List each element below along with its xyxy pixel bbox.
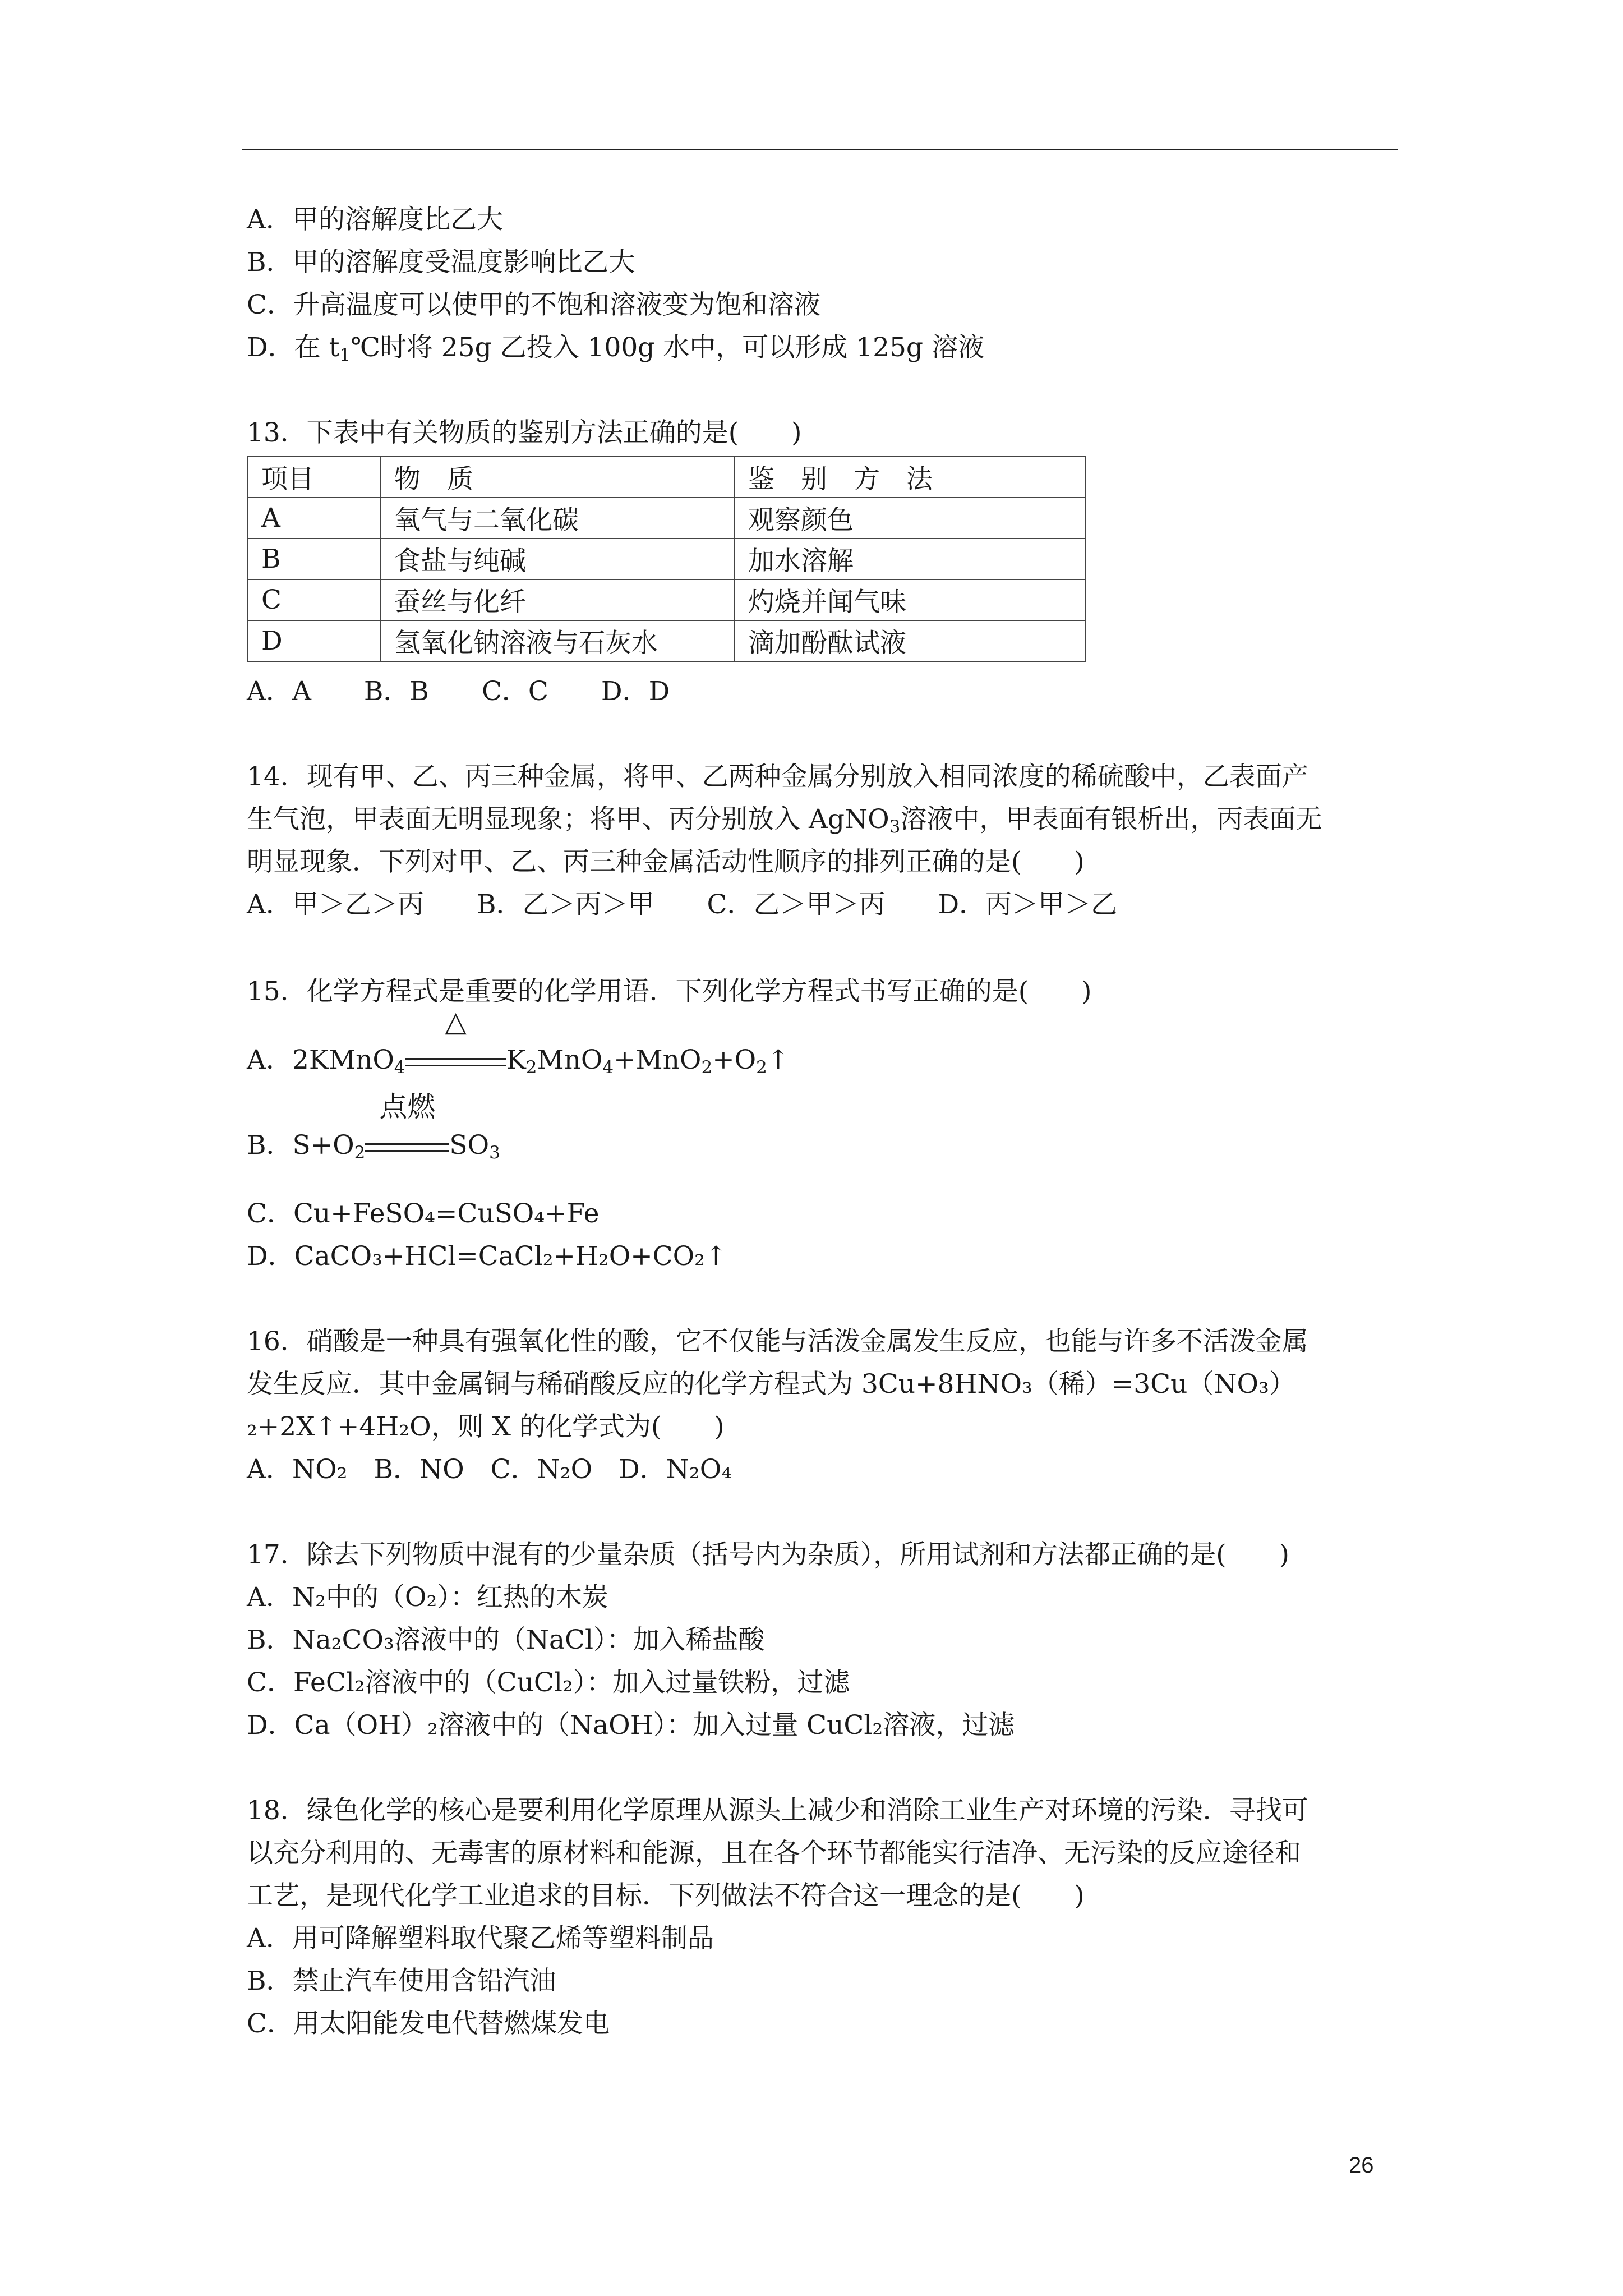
- table-cell: 观察颜色: [734, 498, 1085, 539]
- page-number: 26: [1349, 2153, 1374, 2178]
- ignite-condition-label: 点燃: [379, 1091, 436, 1123]
- q14-options: A．甲＞乙＞丙 B．乙＞丙＞甲 C．乙＞甲＞丙 D．丙＞甲＞乙: [247, 889, 1118, 920]
- q18-line-1: 18．绿色化学的核心是要利用化学原理从源头上减少和消除工业生产对环境的污染．寻找可: [247, 1795, 1308, 1826]
- table-cell: B: [247, 539, 380, 579]
- q15-option-a: A．2KMnO$_4$ △ $K_2MnO_4+MnO_2+O_2↑$: [247, 1005, 790, 1078]
- q12-option-d: D．在 $t_1℃$时将 25g 乙投入 100g 水中，可以形成 125g 溶液: [247, 332, 984, 365]
- q14-line-2: 生气泡，甲表面无明显现象；将甲、丙分别放入 AgNO$_3$溶液中，甲表面有银析出，丙表面无: [247, 804, 1322, 837]
- q18-option-a: A．用可降解塑料取代聚乙烯等塑料制品: [247, 1923, 714, 1954]
- q17-stem: 17．除去下列物质中混有的少量杂质（括号内为杂质），所用试剂和方法都正确的是( ): [247, 1539, 1289, 1570]
- q15-option-d: D．CaCO₃+HCl=CaCl₂+H₂O+CO₂↑: [247, 1241, 727, 1272]
- table-header-row: [247, 457, 1085, 498]
- q18-option-b: B．禁止汽车使用含铅汽油: [247, 1966, 556, 1996]
- q16-line-1: 16．硝酸是一种具有强氧化性的酸，它不仅能与活泼金属发生反应，也能与许多不活泼金属: [247, 1326, 1308, 1357]
- q13-table: [247, 456, 1086, 662]
- heat-condition-arrow: [405, 1005, 506, 1077]
- q17-option-a: A．N₂中的（O₂）：红热的木炭: [247, 1582, 608, 1613]
- q16-line-3: ₂+2X↑+4H₂O，则 X 的化学式为( ): [247, 1411, 725, 1442]
- table-cell: 灼烧并闻气味: [734, 579, 1085, 620]
- table-cell: 滴加酚酞试液: [734, 620, 1085, 661]
- q13-options: A．A B．B C．C D．D: [247, 676, 670, 707]
- q12-option-b: B．甲的溶解度受温度影响比乙大: [247, 247, 635, 278]
- q15-option-c: C．Cu+FeSO₄=CuSO₄+Fe: [247, 1198, 600, 1229]
- q12-option-c: C．升高温度可以使甲的不饱和溶液变为饱和溶液: [247, 289, 820, 320]
- q13-stem: 13．下表中有关物质的鉴别方法正确的是( ): [247, 417, 802, 448]
- q18-line-3: 工艺，是现代化学工业追求的目标．下列做法不符合这一理念的是( ): [247, 1880, 1085, 1911]
- table-row: [247, 579, 1085, 620]
- q18-option-c: C．用太阳能发电代替燃煤发电: [247, 2008, 610, 2039]
- table-cell: C: [247, 579, 380, 620]
- table-header-cell: 物 质: [380, 457, 734, 498]
- table-cell: 加水溶解: [734, 539, 1085, 579]
- header-rule: [242, 149, 1398, 150]
- q14-line-1: 14．现有甲、乙、丙三种金属，将甲、乙两种金属分别放入相同浓度的稀硫酸中，乙表面产: [247, 761, 1308, 792]
- q17-option-b: B．Na₂CO₃溶液中的（NaCl）：加入稀盐酸: [247, 1625, 765, 1655]
- q15-stem: 15．化学方程式是重要的化学用语．下列化学方程式书写正确的是( ): [247, 976, 1092, 1007]
- q16-options: A．NO₂ B．NO C．N₂O D．N₂O₄: [247, 1454, 732, 1485]
- table-row: [247, 620, 1085, 661]
- q15-option-b: B．$S+O_2$ 点燃 $SO_3$: [247, 1091, 500, 1163]
- ignite-condition-arrow: [365, 1091, 449, 1162]
- table-cell: D: [247, 620, 380, 661]
- q12-option-a: A．甲的溶解度比乙大: [247, 204, 503, 235]
- q17-option-c: C．FeCl₂溶液中的（CuCl₂）：加入过量铁粉，过滤: [247, 1667, 850, 1698]
- q18-line-2: 以充分利用的、无毒害的原材料和能源，且在各个环节都能实行洁净、无污染的反应途径和: [247, 1838, 1301, 1869]
- q14-line-3: 明显现象．下列对甲、乙、丙三种金属活动性顺序的排列正确的是( ): [247, 846, 1085, 877]
- q17-option-d: D．Ca（OH）₂溶液中的（NaOH）：加入过量 CuCl₂溶液，过滤: [247, 1710, 1015, 1741]
- table-row: [247, 539, 1085, 579]
- table-cell: 食盐与纯碱: [380, 539, 734, 579]
- table-header-cell: 鉴 别 方 法: [734, 457, 1085, 498]
- table-cell: A: [247, 498, 380, 539]
- table-cell: 氢氧化钠溶液与石灰水: [380, 620, 734, 661]
- table-cell: 氧气与二氧化碳: [380, 498, 734, 539]
- q16-line-2: 发生反应．其中金属铜与稀硝酸反应的化学方程式为 3Cu+8HNO₃（稀）=3Cu（NO₃）: [247, 1369, 1295, 1400]
- table-cell: 蚕丝与化纤: [380, 579, 734, 620]
- heat-triangle-icon: △: [445, 1005, 467, 1038]
- table-header-cell: 项目: [247, 457, 380, 498]
- table-row: [247, 498, 1085, 539]
